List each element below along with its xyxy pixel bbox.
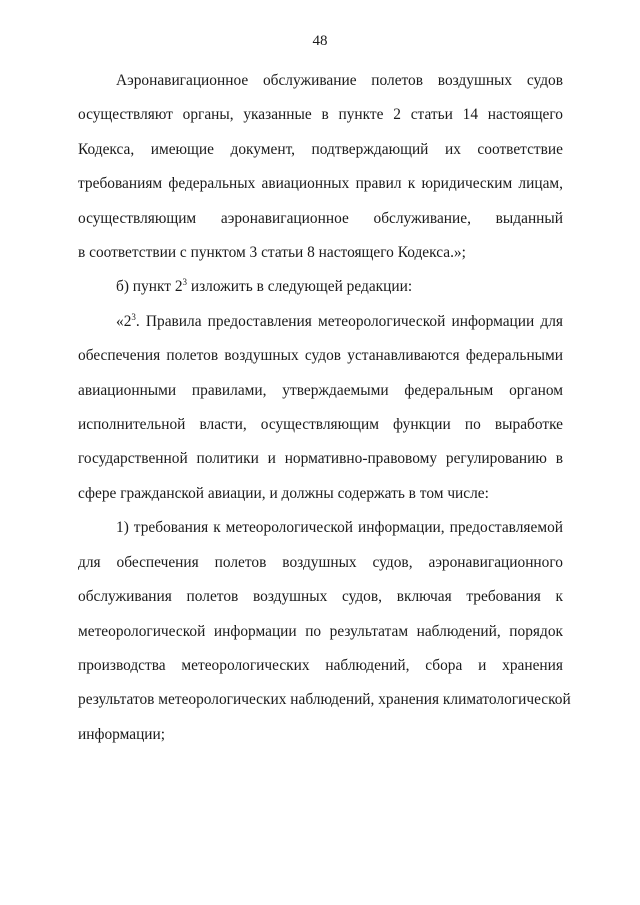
text-line [78, 305, 563, 339]
paragraph-item-1 [78, 511, 571, 752]
text-line: осуществляющим аэронавигационное обслуживание, выданный [78, 209, 563, 227]
paragraph-item-b [78, 270, 563, 304]
text-line: Аэронавигационное обслуживание полетов воздушных судов [116, 72, 563, 89]
text-line: метеорологической информации по результатам наблюдений, порядок [78, 622, 563, 640]
text-fragment: «2 [116, 312, 132, 330]
text-line [78, 270, 563, 304]
text-line: авиационными правилами, утверждаемыми федеральным органом [78, 381, 563, 399]
text-line: сфере гражданской авиации, и должны содержать в том числе: [78, 484, 489, 502]
text-line: требованиям федеральных авиационных правил к юридическим лицам, [78, 175, 563, 193]
text-line: обслуживания полетов воздушных судов, включая требования к [78, 588, 563, 606]
text-line: исполнительной власти, осуществляющим функции по выработке [78, 416, 563, 434]
text-line: результатов метеорологических наблюдений, хранения климатологической [78, 691, 571, 709]
text-line: информации; [78, 725, 166, 743]
paragraph-air-navigation-service [78, 64, 563, 270]
text-line: обеспечения полетов воздушных судов устанавливаются федеральными [78, 347, 563, 365]
text-line: Кодекса, имеющие документ, подтверждающий их соответствие [78, 140, 563, 158]
text-line: осуществляют органы, указанные в пункте 2 статьи 14 настоящего [78, 106, 563, 124]
text-fragment: б) пункт 2 [116, 278, 183, 296]
text-line: в соответствии с пунктом 3 статьи 8 настоящего Кодекса.»; [78, 244, 466, 262]
text-fragment: . Правила предоставления метеорологической информации для [135, 312, 563, 330]
text-line: 1) требования к метеорологической информации, предоставляемой [116, 519, 563, 537]
superscript: 3 [131, 311, 136, 322]
page-number: 48 [312, 33, 328, 49]
document-body [78, 64, 571, 752]
text-line: для обеспечения полетов воздушных судов, аэронавигационного [78, 553, 563, 571]
superscript: 3 [182, 277, 188, 288]
text-line: производства метеорологических наблюдений, сбора и хранения [78, 656, 563, 674]
text-line: государственной политики и нормативно-правовому регулированию в [78, 450, 563, 468]
text-fragment: изложить в следующей редакции: [187, 278, 413, 296]
paragraph-meteorological-rules [78, 305, 563, 511]
